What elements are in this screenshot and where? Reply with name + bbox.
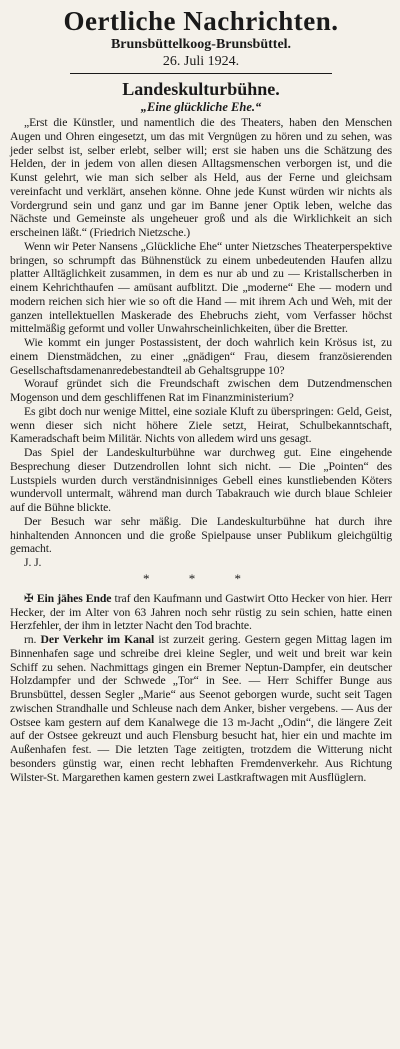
notice-canal-body: ist zurzeit gering. Gestern gegen Mittag lagen im Binnenhafen sage und schreibe drei kleine Segler, und weit und breit war kein Schiff zu sehen. Nachmittags gingen ein Bremer Neptun-Dampfer, ein deutscher Holzdampfer und der Schwede „Tor“ in See. — Herr Schiffer Bunge aus Brunsbüttel, dessen Segler „Marie“ aus Seenot geborgen wurde, sucht seit Tagen zwischen Strandhalle und Schleuse nach dem Anker, bisher vergebens. — Aus der Ostsee kam gestern auf dem Kanalwege die 13 m-Jacht „Odin“, die längere Zeit auf der Ostsee gekreuzt und auch Flensburg besucht hat, hier ein und machte im Außenhafen fest. — Die letzten Tage zeitigten, trotzdem die Witterung nicht besonders günstig war, einen recht lebhaften Fremdenverkehr. Aus Richtung Wilster-St. Margarethen kamen gestern zwei Lastkraftwagen mit Ausflüglern. [10,633,392,784]
notice-death-body: traf den Kaufmann und Gastwirt Otto Hecker von hier. Herr Hecker, der im Alter von 63 Jahren noch sehr rüstig zu sein schien, hatte einen Herzfehler, der ihm in letzter Nacht den Tod brachte. [10,591,393,633]
masthead [10,6,392,70]
section-separator: * * * [143,570,259,586]
cross-icon: ✠ [24,591,34,605]
article-paragraph: Wie kommt ein junger Postassistent, der doch wahrlich kein Krösus ist, zu einem Dienstmädchen, zu einer „gnädigen“ Frau, diesem französierenden Gesellschaftsdamenanredebestandteil ab Gehaltsgruppe 10? [10,336,392,377]
article-paragraph: Es gibt doch nur wenige Mittel, eine soziale Kluft zu überspringen: Geld, Geist, wenn dieser sich nicht höhere Ziele setzt, Heirat, Schulbekanntschaft, Kameradschaft beim Militär. Nichts von alledem wird uns gesagt. [10,404,392,446]
article-subheading: „Eine glückliche Ehe.“ [140,100,262,114]
masthead-subtitle: Brunsbüttelkoog-Brunsbüttel. [110,37,292,52]
masthead-title: Oertliche Nachrichten. [63,6,339,36]
article-paragraph: „Erst die Künstler, und namentlich die des Theaters, haben den Menschen Augen und Ohren eingesetzt, um das mit Vergnügen zu hören und zu sehen, was jeder selbst ist, selber erlebt, selber will; erst sie haben uns die Schätzung des Helden, der in jedem von allen diesen Alltagsmenschen verborgen ist, und die Kunst gelehrt, wie man sich selber als Held, aus der Ferne und gleichsam vereinfacht und verklärt, ansehen könne. Ohne jede Kunst würden wir nichts als Vordergrund sein und ganz und gar im Banne jener Optik leben, welche das Nächste und Gemeinste als ungeheuer groß und als die Wirklichkeit an sich erscheinen läßt.“ (Friedrich Nietzsche.) [10,116,392,239]
notice-death-lead: Ein jähes Ende [36,591,112,605]
article-paragraph: Der Besuch war sehr mäßig. Die Landeskulturbühne hat durch ihre hinhaltenden Annoncen und die große Spielpause unser Publikum gleichgültig gemacht. [10,514,392,556]
notice-canal-prefix: rn. [24,633,37,646]
notice-death [10,592,392,633]
article-paragraph: Worauf gründet sich die Freundschaft zwischen dem Dutzendmenschen Mogenson und dem geschliffenen Rat im Finanzministerium? [10,377,392,404]
article-paragraph: Wenn wir Peter Nansens „Glückliche Ehe“ unter Nietzsches Theaterperspektive bringen, so schrumpft das Bühnenstück zu einem unbedeutenden Haufen allzu platter Alltäglichkeit zusammen, in dem es nur ab und zu — Kristallscherben in einem Kehrichthaufen — amüsant aufblitzt. Die „moderne“ Ehe — modern und modern reichen sich hier wie so oft die Hand — mit ihrem Ach und Weh, mit der ganzen intellektuellen Maskerade des Ehebruchs zieht, vom Verfasser höchst mittelmäßig geformt und voller Unwahrscheinlichkeiten, über die Bretter. [10,239,392,336]
notice-canal-lead: Der Verkehr im Kanal [40,633,155,646]
masthead-date: 26. Juli 1924. [162,54,240,69]
divider [70,73,332,74]
article-signature: J. J. [24,556,42,569]
article-heading: Landeskulturbühne. [122,79,280,99]
notice-canal [10,633,392,784]
article-paragraph: Das Spiel der Landeskulturbühne war durchweg gut. Eine eingehende Besprechung dieser Dutzendrollen lohnt sich nicht. — Die „Pointen“ des Lustspiels wurden durch verständnisinniges Gebell eines kunstliebenden Köters wundervoll untermalt, während man durch Tabakrauch wie durch blaue Schleier auf die Bühne blickte. [10,446,392,514]
article-landeskulturbuehne [10,79,392,586]
